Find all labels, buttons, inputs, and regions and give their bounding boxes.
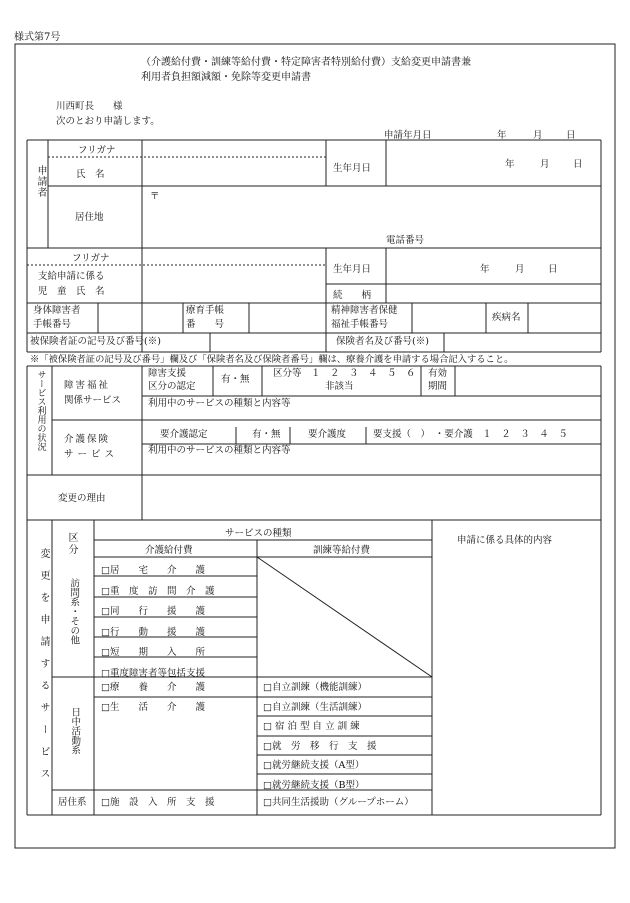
services-section-label: 変更を申請するサービス bbox=[38, 548, 49, 790]
visiting-service-checkbox-1[interactable]: □重 度 訪 問 介 護 bbox=[101, 585, 215, 597]
mental-handbook-label-2: 福祉手帳番号 bbox=[331, 319, 389, 330]
applicant-furigana-label: フリガナ bbox=[78, 145, 116, 156]
daytime-training-checkbox-2[interactable]: □ 宿 泊 型 自 立 訓 練 bbox=[263, 721, 360, 732]
applicant-birth-month: 月 bbox=[540, 159, 550, 170]
specific-content-header: 申請に係る具体的内容 bbox=[457, 535, 553, 546]
group-home-checkbox[interactable]: □共同生活援助（グループホーム） bbox=[263, 797, 414, 808]
insured-number-label: 被保険者証の記号及び番号(※) bbox=[30, 336, 161, 347]
valid-period-label-1: 有効 bbox=[428, 368, 448, 379]
daytime-training-checkbox-0[interactable]: □自立訓練（機能訓練） bbox=[263, 682, 367, 693]
child-birth-year: 年 bbox=[480, 264, 490, 275]
support-cert-yes-no: 有・無 bbox=[221, 374, 250, 385]
residential-category-label: 居住系 bbox=[58, 797, 87, 808]
daytime-category-label: 日中活動系 bbox=[69, 707, 81, 755]
insurer-label: 保険者名及び番号(※) bbox=[336, 336, 429, 347]
care-levels: 要支援（ ） ・要介護 １ ２ ３ ４ ５ bbox=[373, 429, 568, 440]
care-insurance-label-2: サービス bbox=[64, 449, 119, 460]
daytime-training-checkbox-5[interactable]: □就労継続支援（B型） bbox=[263, 779, 365, 791]
daytime-care-checkbox-0[interactable]: □療 養 介 護 bbox=[101, 682, 205, 693]
physical-handbook-label-2: 手帳番号 bbox=[33, 319, 72, 330]
visiting-service-checkbox-5[interactable]: □重度障害者等包括支援 bbox=[101, 667, 205, 679]
addressee: 川西町長 様 bbox=[56, 101, 123, 112]
apply-month: 月 bbox=[533, 130, 543, 141]
care-benefit-header: 介護給付費 bbox=[145, 545, 193, 556]
change-reason-label: 変更の理由 bbox=[58, 493, 106, 504]
applicant-birth-day: 日 bbox=[573, 159, 583, 170]
service-types-header: サービスの種類 bbox=[225, 528, 292, 539]
visiting-category-label: 訪問系・その他 bbox=[68, 578, 80, 645]
intro-text: 次のとおり申請します。 bbox=[56, 116, 160, 127]
care-insurance-label-1: 介護保険 bbox=[64, 434, 111, 445]
child-birth-month: 月 bbox=[515, 264, 525, 275]
valid-period-label-2: 期間 bbox=[428, 381, 448, 392]
visiting-service-checkbox-0[interactable]: □居 宅 介 護 bbox=[101, 565, 205, 576]
form-number: 様式第7号 bbox=[14, 32, 61, 43]
support-cert-label-2: 区分の認定 bbox=[148, 381, 196, 392]
welfare-service-label-2: 関係サービス bbox=[64, 395, 122, 406]
mental-handbook-label-1: 精神障害者保健 bbox=[331, 305, 398, 316]
child-furigana-label: フリガナ bbox=[72, 253, 110, 264]
phone-label: 電話番号 bbox=[386, 235, 425, 246]
title-line-1: （介護給付費・訓練等給付費・特定障害者特別給付費）支給変更申請書兼 bbox=[141, 57, 471, 68]
visiting-service-checkbox-4[interactable]: □短 期 入 所 bbox=[101, 647, 205, 658]
support-cert-label-1: 障害支援 bbox=[148, 368, 187, 379]
insurance-note: ※「被保険者証の記号及び番号」欄及び「保険者名及び保険者番号」欄は、療養介護を申請する場合記入すること。 bbox=[30, 354, 514, 365]
applicant-section-label: 申請者 bbox=[35, 165, 46, 198]
physical-handbook-label-1: 身体障害者 bbox=[33, 305, 81, 316]
postal-mark: 〒 bbox=[150, 191, 160, 202]
welfare-services-in-use-label: 利用中のサービスの種類と内容等 bbox=[148, 398, 291, 409]
ryoiku-handbook-label-2: 番 号 bbox=[186, 319, 225, 330]
daytime-training-checkbox-1[interactable]: □自立訓練（生活訓練） bbox=[263, 701, 367, 713]
ryoiku-handbook-label-1: 療育手帳 bbox=[186, 305, 225, 316]
visiting-service-checkbox-2[interactable]: □同 行 援 護 bbox=[101, 606, 205, 617]
care-services-in-use-label: 利用中のサービスの種類と内容等 bbox=[148, 445, 291, 456]
not-applicable: 非該当 bbox=[325, 381, 354, 392]
child-birthdate-label: 生年月日 bbox=[333, 264, 372, 275]
applicant-address-label: 居住地 bbox=[75, 212, 104, 223]
category-header: 区分 bbox=[66, 532, 77, 556]
care-cert-yes-no: 有・無 bbox=[252, 429, 281, 440]
disease-label: 疾病名 bbox=[492, 312, 521, 323]
care-cert-label: 要介護認定 bbox=[160, 429, 208, 440]
care-degree-label: 要介護度 bbox=[308, 429, 347, 440]
applicant-birth-year: 年 bbox=[505, 159, 515, 170]
apply-day: 日 bbox=[566, 130, 576, 141]
daytime-training-checkbox-3[interactable]: □就 労 移 行 支 援 bbox=[263, 740, 377, 752]
apply-year: 年 bbox=[497, 130, 507, 141]
title-line-2: 利用者負担額減額・免除等変更申請書 bbox=[141, 72, 311, 83]
daytime-care-checkbox-1[interactable]: □生 活 介 護 bbox=[101, 702, 205, 713]
facility-admission-support-checkbox[interactable]: □施 設 入 所 支 援 bbox=[101, 797, 215, 808]
welfare-service-label-1: 障害福祉 bbox=[64, 380, 111, 391]
child-birth-day: 日 bbox=[548, 264, 558, 275]
relation-label: 続 柄 bbox=[333, 290, 372, 301]
daytime-training-checkbox-4[interactable]: □就労継続支援（A型） bbox=[263, 760, 365, 771]
visiting-service-checkbox-3[interactable]: □行 動 援 護 bbox=[101, 626, 205, 638]
support-category-levels: 区分等 １ ２ ３ ４ ５ ６ bbox=[273, 368, 416, 379]
child-name-label-2: 児 童 氏 名 bbox=[38, 286, 105, 297]
service-status-section-label: サービス利用の状況 bbox=[35, 370, 46, 451]
child-name-label-1: 支給申請に係る bbox=[38, 271, 105, 282]
apply-date-label: 申請年月日 bbox=[384, 130, 432, 141]
applicant-name-label: 氏 名 bbox=[76, 169, 105, 180]
training-benefit-header: 訓練等給付費 bbox=[313, 545, 371, 556]
applicant-birthdate-label: 生年月日 bbox=[333, 163, 372, 174]
